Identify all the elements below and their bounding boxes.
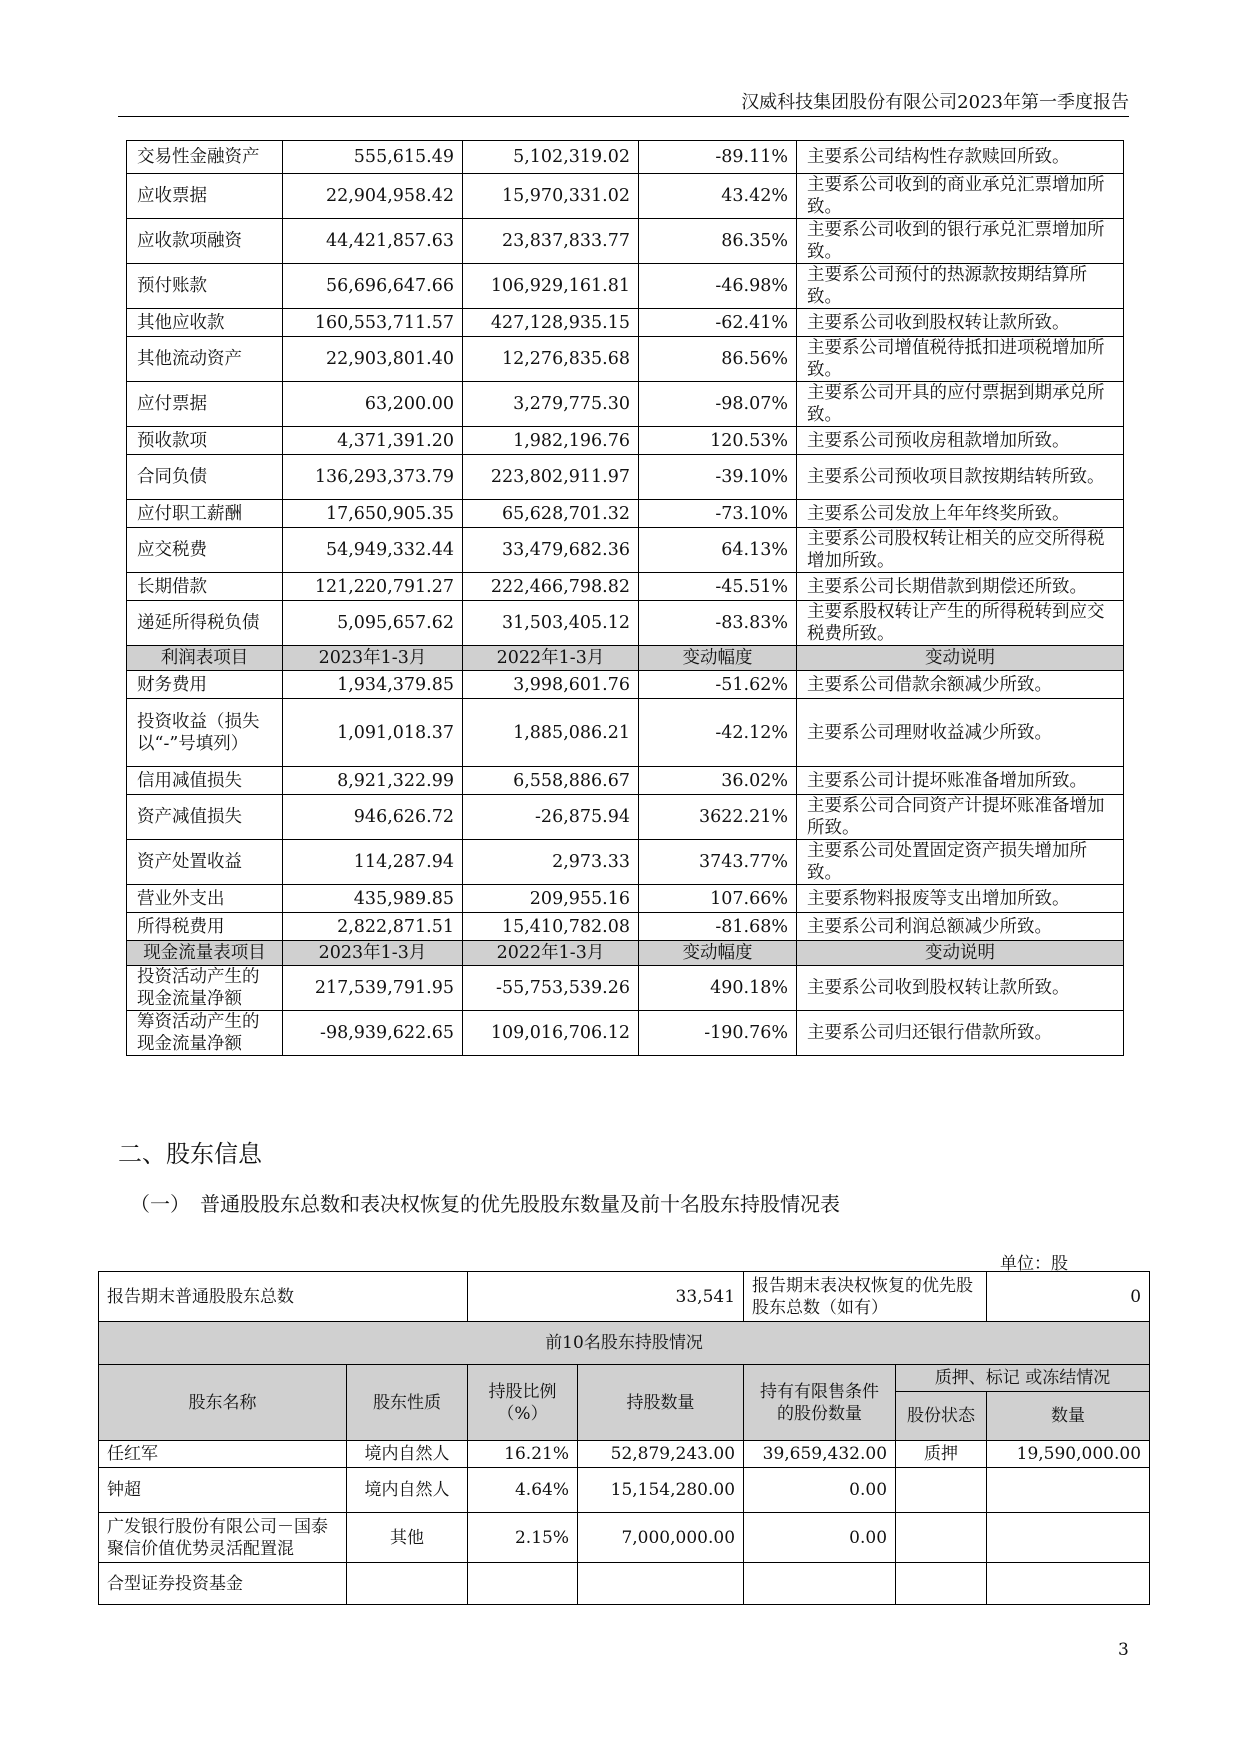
- table-row: [127, 309, 1124, 337]
- holder-nature: 境内自然人: [347, 1441, 468, 1468]
- row-previous: -26,875.94: [463, 795, 639, 840]
- row-change: -51.62%: [639, 671, 797, 699]
- total-holders-value: 33,541: [468, 1272, 744, 1322]
- change-analysis-table: [126, 140, 1124, 1056]
- row-change: -89.11%: [639, 141, 797, 174]
- table-row: [127, 840, 1124, 885]
- row-item: 资产处置收益: [127, 840, 283, 885]
- row-change: -45.51%: [639, 573, 797, 601]
- row-item: 筹资活动产生的现金流量净额: [127, 1011, 283, 1056]
- row-current: 1,091,018.37: [283, 699, 463, 767]
- table-row: [127, 573, 1124, 601]
- row-item: 预付账款: [127, 264, 283, 309]
- col-status: 股份状态: [896, 1392, 987, 1441]
- table-row: [127, 455, 1124, 500]
- row-explanation: 主要系公司增值税待抵扣进项税增加所致。: [797, 337, 1124, 382]
- row-explanation: 主要系公司利润总额减少所致。: [797, 913, 1124, 941]
- row-explanation: 主要系公司预收房租款增加所致。: [797, 427, 1124, 455]
- row-current: 946,626.72: [283, 795, 463, 840]
- row-change: -98.07%: [639, 382, 797, 427]
- row-current: 22,904,958.42: [283, 174, 463, 219]
- holder-status: 质押: [896, 1441, 987, 1468]
- section-title: 二、股东信息: [118, 1140, 262, 1168]
- row-explanation: 主要系公司发放上年年终奖所致。: [797, 500, 1124, 528]
- holder-ratio: 2.15%: [468, 1513, 578, 1563]
- row-current: 1,934,379.85: [283, 671, 463, 699]
- row-previous: 209,955.16: [463, 885, 639, 913]
- section-header-row: [127, 646, 1124, 671]
- section-header-row: [127, 941, 1124, 966]
- section-header-cell: 变动说明: [797, 646, 1124, 671]
- row-explanation: 主要系公司收到股权转让款所致。: [797, 966, 1124, 1011]
- row-explanation: 主要系公司收到股权转让款所致。: [797, 309, 1124, 337]
- row-change: -83.83%: [639, 601, 797, 646]
- row-explanation: 主要系公司开具的应付票据到期承兑所致。: [797, 382, 1124, 427]
- row-item: 应付票据: [127, 382, 283, 427]
- row-current: 121,220,791.27: [283, 573, 463, 601]
- row-change: 64.13%: [639, 528, 797, 573]
- row-explanation: 主要系股权转让产生的所得税转到应交税费所致。: [797, 601, 1124, 646]
- table-row: [127, 382, 1124, 427]
- table-row: [127, 913, 1124, 941]
- table-row: [99, 1441, 1150, 1468]
- holder-name: 合型证券投资基金: [99, 1563, 347, 1605]
- holder-restricted: 0.00: [744, 1468, 896, 1513]
- row-explanation: 主要系公司合同资产计提坏账准备增加所致。: [797, 795, 1124, 840]
- holder-pledge-qty: 19,590,000.00: [987, 1441, 1150, 1468]
- row-explanation: 主要系公司收到的商业承兑汇票增加所致。: [797, 174, 1124, 219]
- table-row: [127, 966, 1124, 1011]
- col-name: 股东名称: [99, 1365, 347, 1441]
- row-explanation: 主要系公司结构性存款赎回所致。: [797, 141, 1124, 174]
- row-previous: 222,466,798.82: [463, 573, 639, 601]
- table-row: [127, 767, 1124, 795]
- row-current: 136,293,373.79: [283, 455, 463, 500]
- row-previous: 109,016,706.12: [463, 1011, 639, 1056]
- holder-qty: 15,154,280.00: [578, 1468, 744, 1513]
- row-previous: 12,276,835.68: [463, 337, 639, 382]
- section-header-cell: 变动幅度: [639, 646, 797, 671]
- row-current: 114,287.94: [283, 840, 463, 885]
- row-item: 递延所得税负债: [127, 601, 283, 646]
- table-row: [127, 219, 1124, 264]
- col-nature: 股东性质: [347, 1365, 468, 1441]
- section-header-cell: 利润表项目: [127, 646, 283, 671]
- row-previous: 15,410,782.08: [463, 913, 639, 941]
- row-current: 435,989.85: [283, 885, 463, 913]
- table-row: [127, 671, 1124, 699]
- row-item: 所得税费用: [127, 913, 283, 941]
- row-explanation: 主要系公司归还银行借款所致。: [797, 1011, 1124, 1056]
- col-pledge: 质押、标记 或冻结情况: [896, 1365, 1150, 1392]
- table-row: [127, 337, 1124, 382]
- row-previous: 3,279,775.30: [463, 382, 639, 427]
- table-row: [127, 500, 1124, 528]
- row-previous: 427,128,935.15: [463, 309, 639, 337]
- row-current: -98,939,622.65: [283, 1011, 463, 1056]
- row-change: -42.12%: [639, 699, 797, 767]
- holder-nature: 境内自然人: [347, 1468, 468, 1513]
- table-row: [127, 699, 1124, 767]
- row-item: 营业外支出: [127, 885, 283, 913]
- row-item: 其他应收款: [127, 309, 283, 337]
- row-item: 预收款项: [127, 427, 283, 455]
- row-previous: 15,970,331.02: [463, 174, 639, 219]
- holder-ratio: 4.64%: [468, 1468, 578, 1513]
- row-item: 合同负债: [127, 455, 283, 500]
- table-row: [127, 264, 1124, 309]
- row-previous: 31,503,405.12: [463, 601, 639, 646]
- row-change: 86.56%: [639, 337, 797, 382]
- row-current: 2,822,871.51: [283, 913, 463, 941]
- section-header-cell: 2023年1-3月: [283, 646, 463, 671]
- col-restricted: 持有有限售条件的股份数量: [744, 1365, 896, 1441]
- holder-name: 广发银行股份有限公司－国泰聚信价值优势灵活配置混: [99, 1513, 347, 1563]
- table-row: [99, 1563, 1150, 1605]
- header-rule: [118, 116, 1129, 117]
- holder-restricted: 39,659,432.00: [744, 1441, 896, 1468]
- col-qty: 持股数量: [578, 1365, 744, 1441]
- row-change: 490.18%: [639, 966, 797, 1011]
- row-change: 3743.77%: [639, 840, 797, 885]
- row-current: 555,615.49: [283, 141, 463, 174]
- row-change: 3622.21%: [639, 795, 797, 840]
- row-change: -81.68%: [639, 913, 797, 941]
- holder-status: [896, 1468, 987, 1513]
- holder-pledge-qty: [987, 1468, 1150, 1513]
- row-previous: 1,982,196.76: [463, 427, 639, 455]
- row-previous: 106,929,161.81: [463, 264, 639, 309]
- row-previous: 6,558,886.67: [463, 767, 639, 795]
- top10-title: 前10名股东持股情况: [99, 1322, 1150, 1365]
- holder-qty: [578, 1563, 744, 1605]
- row-item: 应付职工薪酬: [127, 500, 283, 528]
- row-explanation: 主要系物料报废等支出增加所致。: [797, 885, 1124, 913]
- row-explanation: 主要系公司理财收益减少所致。: [797, 699, 1124, 767]
- row-explanation: 主要系公司计提坏账准备增加所致。: [797, 767, 1124, 795]
- row-explanation: 主要系公司借款余额减少所致。: [797, 671, 1124, 699]
- row-current: 4,371,391.20: [283, 427, 463, 455]
- row-change: -46.98%: [639, 264, 797, 309]
- row-change: 107.66%: [639, 885, 797, 913]
- row-item: 其他流动资产: [127, 337, 283, 382]
- holder-qty: 7,000,000.00: [578, 1513, 744, 1563]
- table-row: [127, 885, 1124, 913]
- table-row: [127, 141, 1124, 174]
- row-current: 44,421,857.63: [283, 219, 463, 264]
- row-current: 5,095,657.62: [283, 601, 463, 646]
- section-header-cell: 现金流量表项目: [127, 941, 283, 966]
- row-current: 8,921,322.99: [283, 767, 463, 795]
- section-header-cell: 变动幅度: [639, 941, 797, 966]
- row-item: 应交税费: [127, 528, 283, 573]
- row-item: 交易性金融资产: [127, 141, 283, 174]
- holder-pledge-qty: [987, 1513, 1150, 1563]
- row-change: -39.10%: [639, 455, 797, 500]
- holder-ratio: 16.21%: [468, 1441, 578, 1468]
- holder-nature: [347, 1563, 468, 1605]
- row-change: 43.42%: [639, 174, 797, 219]
- table-row: [127, 174, 1124, 219]
- row-explanation: 主要系公司预付的热源款按期结算所致。: [797, 264, 1124, 309]
- section-header-cell: 2023年1-3月: [283, 941, 463, 966]
- holder-restricted: 0.00: [744, 1513, 896, 1563]
- row-item: 投资活动产生的现金流量净额: [127, 966, 283, 1011]
- holder-nature: 其他: [347, 1513, 468, 1563]
- row-previous: 65,628,701.32: [463, 500, 639, 528]
- row-explanation: 主要系公司股权转让相关的应交所得税增加所致。: [797, 528, 1124, 573]
- row-current: 54,949,332.44: [283, 528, 463, 573]
- row-current: 63,200.00: [283, 382, 463, 427]
- row-current: 56,696,647.66: [283, 264, 463, 309]
- holder-name: 钟超: [99, 1468, 347, 1513]
- row-item: 资产减值损失: [127, 795, 283, 840]
- section-header-cell: 2022年1-3月: [463, 941, 639, 966]
- row-item: 信用减值损失: [127, 767, 283, 795]
- pref-holders-label: 报告期末表决权恢复的优先股股东总数（如有）: [744, 1272, 987, 1322]
- row-change: 36.02%: [639, 767, 797, 795]
- table-row: [127, 528, 1124, 573]
- shareholder-table: [98, 1271, 1150, 1605]
- holder-name: 任红军: [99, 1441, 347, 1468]
- row-change: -190.76%: [639, 1011, 797, 1056]
- holder-status: [896, 1563, 987, 1605]
- row-change: 120.53%: [639, 427, 797, 455]
- table-row: [99, 1468, 1150, 1513]
- row-item: 长期借款: [127, 573, 283, 601]
- row-change: 86.35%: [639, 219, 797, 264]
- pref-holders-value: 0: [987, 1272, 1150, 1322]
- holder-qty: 52,879,243.00: [578, 1441, 744, 1468]
- row-current: 17,650,905.35: [283, 500, 463, 528]
- section-header-cell: 2022年1-3月: [463, 646, 639, 671]
- table-row: [127, 427, 1124, 455]
- row-previous: -55,753,539.26: [463, 966, 639, 1011]
- row-previous: 223,802,911.97: [463, 455, 639, 500]
- row-explanation: 主要系公司预收项目款按期结转所致。: [797, 455, 1124, 500]
- row-explanation: 主要系公司处置固定资产损失增加所致。: [797, 840, 1124, 885]
- row-current: 217,539,791.95: [283, 966, 463, 1011]
- row-item: 应收票据: [127, 174, 283, 219]
- row-explanation: 主要系公司收到的银行承兑汇票增加所致。: [797, 219, 1124, 264]
- table-row: [99, 1513, 1150, 1563]
- row-current: 22,903,801.40: [283, 337, 463, 382]
- row-item: 财务费用: [127, 671, 283, 699]
- section-header-cell: 变动说明: [797, 941, 1124, 966]
- col-pledge-qty: 数量: [987, 1392, 1150, 1441]
- holder-ratio: [468, 1563, 578, 1605]
- subsection-title: （一） 普通股股东总数和表决权恢复的优先股股东数量及前十名股东持股情况表: [130, 1192, 840, 1216]
- unit-label: 单位：股: [1000, 1254, 1068, 1274]
- row-previous: 33,479,682.36: [463, 528, 639, 573]
- row-item: 应收款项融资: [127, 219, 283, 264]
- row-previous: 2,973.33: [463, 840, 639, 885]
- row-item: 投资收益（损失以“-”号填列）: [127, 699, 283, 767]
- row-previous: 3,998,601.76: [463, 671, 639, 699]
- table-row: [127, 601, 1124, 646]
- row-explanation: 主要系公司长期借款到期偿还所致。: [797, 573, 1124, 601]
- row-previous: 1,885,086.21: [463, 699, 639, 767]
- row-current: 160,553,711.57: [283, 309, 463, 337]
- row-previous: 23,837,833.77: [463, 219, 639, 264]
- table-row: [127, 795, 1124, 840]
- table-row: [127, 1011, 1124, 1056]
- holder-pledge-qty: [987, 1563, 1150, 1605]
- page-number: 3: [1118, 1640, 1129, 1660]
- page-header: 汉威科技集团股份有限公司2023年第一季度报告: [741, 92, 1129, 113]
- holder-status: [896, 1513, 987, 1563]
- row-previous: 5,102,319.02: [463, 141, 639, 174]
- row-change: -62.41%: [639, 309, 797, 337]
- holder-restricted: [744, 1563, 896, 1605]
- row-change: -73.10%: [639, 500, 797, 528]
- total-holders-label: 报告期末普通股股东总数: [99, 1272, 468, 1322]
- col-ratio: 持股比例（%）: [468, 1365, 578, 1441]
